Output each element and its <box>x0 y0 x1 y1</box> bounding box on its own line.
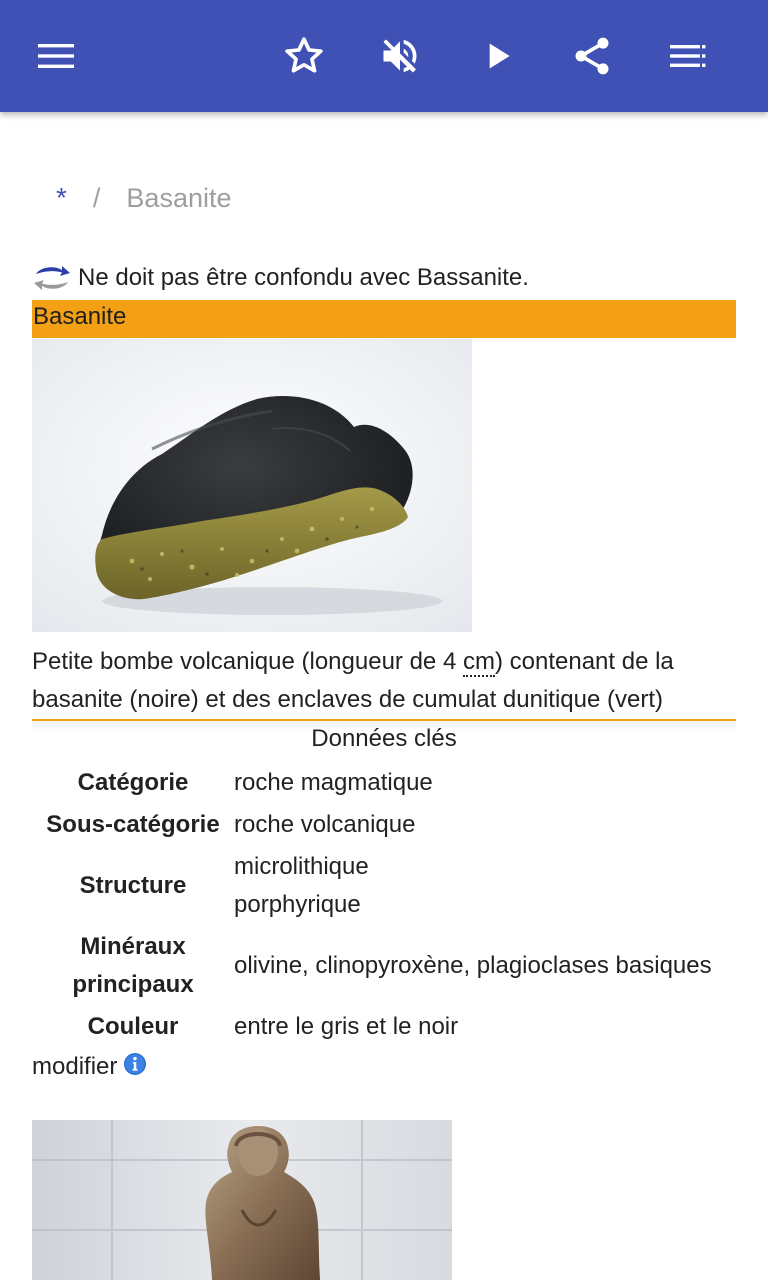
table-row <box>32 926 736 1006</box>
row-value[interactable]: roche magmatique <box>234 769 433 796</box>
table-row <box>32 804 736 846</box>
breadcrumb-root-link[interactable]: * <box>56 182 67 213</box>
contents-button[interactable] <box>660 28 716 84</box>
playlist-icon <box>668 36 708 76</box>
article-image[interactable] <box>32 1120 468 1280</box>
favorite-button[interactable] <box>276 28 332 84</box>
key-data-heading: Données clés <box>311 725 457 752</box>
row-value[interactable]: roche volcanique <box>234 811 416 838</box>
breadcrumb-current: Basanite <box>126 182 232 213</box>
table-row <box>32 846 736 926</box>
infobox-title: Basanite <box>32 300 736 338</box>
app-toolbar <box>0 0 768 112</box>
breadcrumb-separator: / <box>92 182 101 213</box>
row-value[interactable]: olivine, clinopyroxène, plagioclases basiques <box>234 952 712 979</box>
edit-link[interactable]: modifier <box>32 1053 118 1080</box>
table-row <box>32 1006 736 1048</box>
volume-off-icon <box>378 34 422 78</box>
edit-infobox <box>32 1048 147 1086</box>
row-value: entre le gris et le noir <box>234 1013 459 1040</box>
caption-text-start: Petite bombe volcanique (longueur de 4 <box>32 648 463 675</box>
infobox-caption <box>32 643 736 719</box>
row-value-line[interactable]: microlithique <box>234 853 369 880</box>
share-icon <box>570 34 614 78</box>
table-row <box>32 762 736 804</box>
play-button[interactable] <box>470 28 526 84</box>
caption-unit-abbr[interactable]: cm <box>462 648 495 675</box>
row-value-line[interactable]: porphyrique <box>234 891 361 918</box>
play-icon <box>478 36 518 76</box>
breadcrumb <box>56 180 232 216</box>
row-label: Catégorie <box>77 769 189 796</box>
basanite-rock-image <box>32 339 472 632</box>
row-label: Structure <box>79 872 187 899</box>
caption-text-end: ) contenant de la basanite (noire) et des enclaves de cumulat dunitique (vert) <box>32 648 674 713</box>
star-outline-icon <box>282 34 326 78</box>
hatnote <box>32 258 529 298</box>
row-label: Sous-catégorie <box>46 811 220 838</box>
disambiguation-icon <box>32 261 72 295</box>
menu-icon <box>36 36 76 76</box>
info-icon[interactable] <box>123 1052 147 1076</box>
row-label: Minéraux principaux <box>72 933 194 998</box>
share-button[interactable] <box>564 28 620 84</box>
hatnote-text[interactable]: Ne doit pas être confondu avec Bassanite. <box>78 264 529 291</box>
row-label: Couleur <box>87 1013 179 1040</box>
key-data-table <box>32 762 736 1048</box>
row-value <box>234 846 736 926</box>
statue-image <box>32 1120 468 1280</box>
menu-button[interactable] <box>28 28 84 84</box>
infobox-image[interactable] <box>32 339 472 632</box>
mute-button[interactable] <box>372 28 428 84</box>
